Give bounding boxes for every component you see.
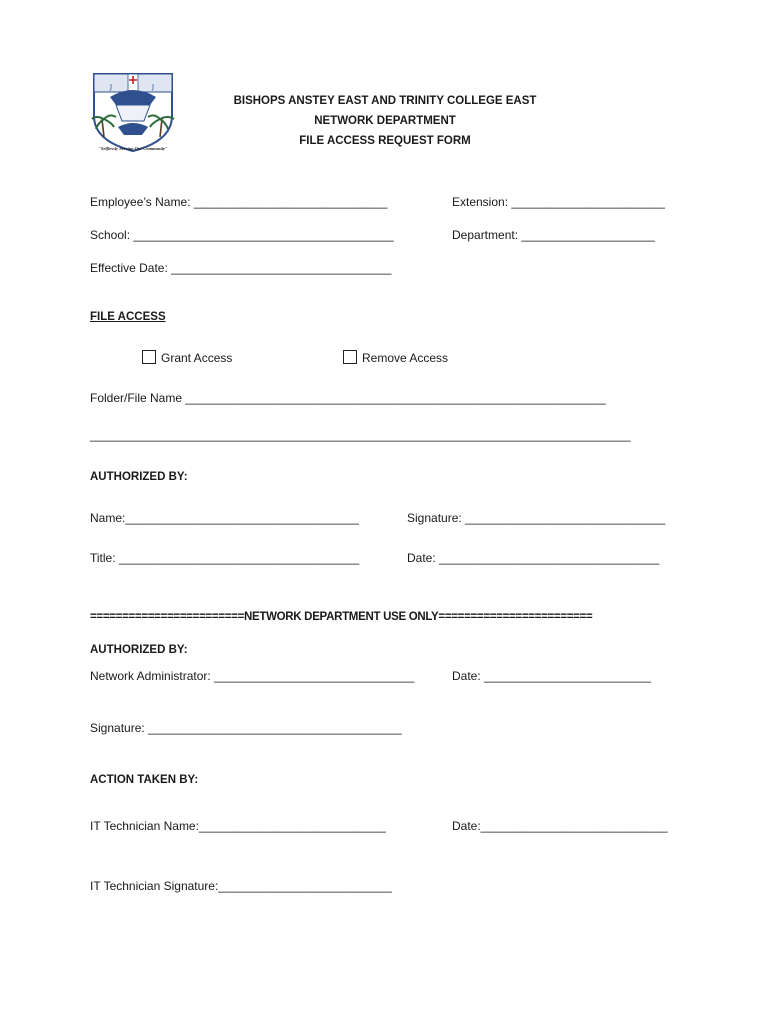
network-administrator-field[interactable]: Network Administrator: ______________________________ <box>90 669 415 683</box>
folder-file-name-line-2[interactable]: _________________________________________________________________________________ <box>90 428 631 442</box>
school-field[interactable]: School: _______________________________________ <box>90 228 394 242</box>
network-admin-date-field[interactable]: Date: _________________________ <box>452 669 651 683</box>
department-field[interactable]: Department: ____________________ <box>452 228 655 242</box>
school-title: BISHOPS ANSTEY EAST AND TRINITY COLLEGE EAST <box>233 95 537 107</box>
remove-access-label: Remove Access <box>362 351 449 365</box>
form-title: FILE ACCESS REQUEST FORM <box>299 135 471 147</box>
folder-file-name-field[interactable]: Folder/File Name _______________________________________________________________ <box>90 391 606 405</box>
authorizer-title-field[interactable]: Title: ____________________________________ <box>90 551 360 565</box>
effective-date-field[interactable]: Effective Date: _________________________________ <box>90 261 392 275</box>
grant-access-label: Grant Access <box>161 351 233 365</box>
authorizer-date-field[interactable]: Date: _________________________________ <box>407 551 660 565</box>
employee-name-field[interactable]: Employee’s Name: _____________________________ <box>90 195 388 209</box>
network-signature-field[interactable]: Signature: ______________________________________ <box>90 721 402 735</box>
authorizer-name-field[interactable]: Name:___________________________________ <box>90 511 359 525</box>
department-title: NETWORK DEPARTMENT <box>314 115 456 127</box>
svg-text:J: J <box>110 83 113 91</box>
extension-field[interactable]: Extension: _______________________ <box>452 195 665 209</box>
it-technician-date-field[interactable]: Date:____________________________ <box>452 819 668 833</box>
network-authorized-by-heading: AUTHORIZED BY: <box>90 644 188 656</box>
it-technician-signature-field[interactable]: IT Technician Signature:__________________________ <box>90 879 392 893</box>
authorizer-signature-field[interactable]: Signature: ______________________________ <box>407 511 666 525</box>
logo-motto: "Selflessly Serving Our Community" <box>98 146 168 151</box>
network-use-only-banner: ========================NETWORK DEPARTMENT USE ONLY======================== <box>90 611 593 623</box>
grant-access-checkbox[interactable] <box>142 350 156 364</box>
remove-access-checkbox[interactable] <box>343 350 357 364</box>
action-taken-by-heading: ACTION TAKEN BY: <box>90 774 199 786</box>
svg-text:J: J <box>152 83 155 91</box>
authorized-by-heading: AUTHORIZED BY: <box>90 471 188 483</box>
file-access-heading: FILE ACCESS <box>90 311 166 323</box>
it-technician-name-field[interactable]: IT Technician Name:____________________________ <box>90 819 386 833</box>
